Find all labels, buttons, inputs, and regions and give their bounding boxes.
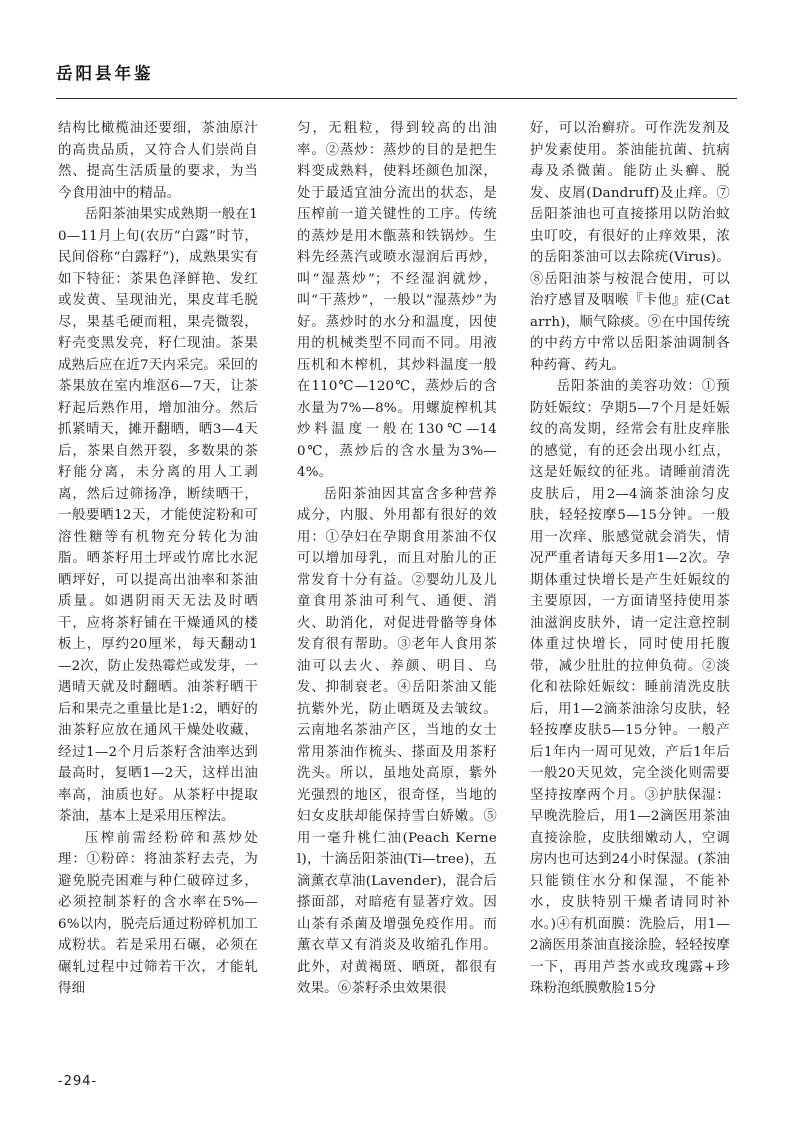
paragraph: 结构比橄榄油还要细，茶油原汁的高贵品质，又符合人们崇尚自然、提高生活质量的要求，为当今食用油中的精品。	[58, 121, 258, 201]
paragraph: 压榨前需经粉碎和蒸炒处理：①粉碎：将油茶籽去壳，为避免脱壳困难与种仁破碎过多，必须控制茶籽的含水率在5%—6%以内，脱壳后通过粉碎机加工成粉状。若是采用石碾，必须在碾轧过程中过筛若干次，才能轧得细	[58, 830, 258, 996]
page-number: -294-	[58, 1074, 98, 1089]
text-column-1	[58, 118, 258, 1000]
paragraph: 岳阳茶油果实成熟期一般在10—11月上旬(农历“白露”时节，民间俗称“白露籽”)，成熟果实有如下特征：茶果色泽鲜艳、发红或发黄、呈现油光，果皮茸毛脱尽，果基毛硬而粗，果壳微裂，籽壳变黑发亮，籽仁现油。茶果成熟后应在近7天内采完。采回的茶果放在室内堆沤6—7天，让茶籽起后熟作用，增加油分。然后抓紧晴天，摊开翻晒，晒3—4天后，茶果自然开裂，多数果的茶籽能分离，未分离的用人工剥离，然后过筛扬净，断续晒干，一般要晒12天，才能使淀粉和可溶性糖等有机物充分转化为油脂。晒茶籽用土坪或竹席比水泥晒坪好，可以提高出油率和茶油质量。如遇阴雨天无法及时晒干，应将茶籽铺在干燥通风的楼板上，厚约20厘米，每天翻动1—2次，防止发热霉烂或发芽，一遇晴天就及时翻晒。油茶籽晒干后和果壳之重量比是1:2，晒好的油茶籽应放在通风干燥处收藏，经过1—2个月后茶籽含油率达到最高时，复晒1—2天，这样出油率高，油质也好。从茶籽中提取茶油，基本上是采用压榨法。	[58, 207, 258, 824]
paragraph: 岳阳茶油的美容功效：①预防妊娠纹：孕期5—7个月是妊娠纹的高发期，经常会有肚皮痒胀的感觉，有的还会出现小红点，这是妊娠纹的征兆。请睡前清洗皮肤后，用2—4滴茶油涂匀皮肤，轻轻按摩5—15分钟。一般用一次痒、胀感觉就会消失，情况严重者请每天多用1—2次。孕期体重过快增长是产生妊娠纹的主要原因，一方面请坚持使用茶油滋润皮肤外，请一定注意控制体重过快增长，同时使用托腹带，减少肚肚的拉伸负荷。②淡化和祛除妊娠纹：睡前清洗皮肤后，用1—2滴茶油涂匀皮肤，轻轻按摩皮肤5—15分钟。一般产后1年内一周可见效，产后1年后一般20天见效，完全淡化则需要坚持按摩两个月。③护肤保湿：早晚洗脸后，用1—2滴医用茶油直接涂脸，皮肤细嫩动人，空调房内也可达到24小时保湿。(茶油只能锁住水分和保湿，不能补水，皮肤特别干燥者请同时补水。)④有机面膜：洗脸后，用1—2滴医用茶油直接涂脸，轻轻按摩一下，再用芦荟水或玫瑰露+珍珠粉泡纸膜敷脸15分	[530, 379, 730, 996]
paragraph: 岳阳茶油因其富含多种营养成分，内服、外用都有很好的效用：①孕妇在孕期食用茶油不仅可以增加母乳，而且对胎儿的正常发育十分有益。②婴幼儿及儿童食用茶油可利气、通便、消火、助消化，对促进骨骼等身体发育很有帮助。③老年人食用茶油可以去火、养颜、明目、乌发、抑制衰老。④岳阳茶油又能抗紫外光，防止晒斑及去皱纹。云南地名茶油产区，当地的女士常用茶油作梳头、搽面及用茶籽洗头。所以，虽地处高原，紫外光强烈的地区，很奇怪，当地的妇女皮肤却能保持雪白娇嫩。⑤用一毫升桃仁油(Peach Kernel)，十滴岳阳茶油(Ti—tree)，五滴薰衣草油(Lavender)，混合后搽面部，对暗疮有显著疗效。因山茶有杀菌及增强免疫作用。而薰衣草又有消炎及收缩孔作用。此外，对黄褐斑、晒斑，都很有效果。⑥茶籽杀虫效果很	[297, 486, 497, 996]
page-header-title: 岳阳县年鉴	[56, 64, 154, 83]
text-column-3	[530, 118, 730, 1000]
text-column-2	[297, 118, 497, 1000]
header-divider	[56, 98, 737, 99]
paragraph: 匀，无粗粒，得到较高的出油率。②蒸炒：蒸炒的目的是把生料变成熟料，使料坯颜色加深，处于最适宜油分流出的状态，是压榨前一道关键性的工序。传统的蒸炒是用木甑蒸和铁锅炒。生料先经蒸汽或喷水湿润后再炒，叫“湿蒸炒”；不经湿润就炒，叫“干蒸炒”，一般以“湿蒸炒”为好。蒸炒时的水分和温度，因使用的机械类型不同而不同。用液压机和木榨机，其炒料温度一般在110℃—120℃，蒸炒后的含水量为7%—8%。用螺旋榨机其炒料温度一般在130℃—140℃，蒸炒后的含水量为3%—4%。	[297, 121, 497, 480]
paragraph: 好，可以治癣疥。可作洗发剂及护发素使用。茶油能抗菌、抗病毒及杀微菌。能防止头癣、脱发、皮屑(Dandruff)及止痒。⑦岳阳茶油也可直接搽用以防治蚊虫叮咬，有很好的止痒效果，浓的岳阳茶油可以去除疣(Virus)。⑧岳阳油茶与桉混合使用，可以治疗感冒及咽喉『卡他』症(Catarrh)，顺气除痰。⑨在中国传统的中药方中常以岳阳茶油调制各种药膏、药丸。	[530, 121, 730, 373]
